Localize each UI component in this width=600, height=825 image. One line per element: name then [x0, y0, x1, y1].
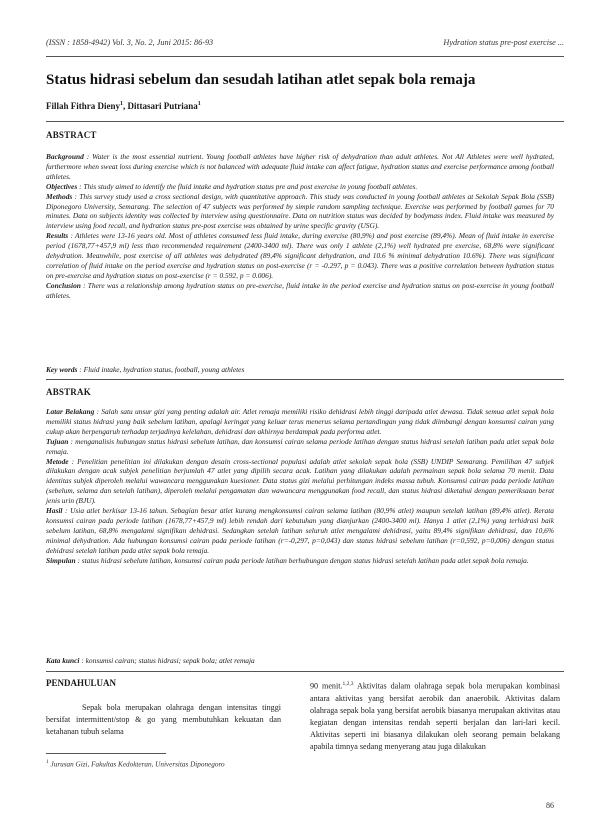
body-column-left	[46, 678, 281, 738]
tujuan-text: : menganalisis hubungan status hidrasi sebelum latihan, dan konsumsi cairan selama periode latihan dengan status hidrasi setelah latihan pada atlet sepak bola remaja.	[46, 436, 554, 456]
right-text: Aktivitas dalam olahraga sepak bola merupakan kombinasi antara aktivitas yang bersifat aerobik dan anaerobik. Aktivitas dalam olahraga sepak bola yang bersifat aerobik biasanya merupakan aktivitas atau kegiatan dengan intensitas rendah seperti berjalan dan lari-lari kecil. Aktivitas seperti ini biasanya dilakukan oleh seorang pemain belakang apabila timnya sedang menyerang atau juga dilakukan	[310, 681, 560, 752]
abstrak-simpulan	[46, 556, 554, 566]
results-text: : Athletes were 13-16 years old. Most of athletes consumed less fluid intake, during exercise (80,9%) and post exercise (89,4%). Mean of fluid intake in exercise period (1678,77+457,9 ml) less than recommended requirement (2400-3400 ml). There was only 1 athlete (2,1%) well hydrated pre exercise, 68,8% were significant dehydration. Meanwhile, post exercise of all athletes was dehydrated (89,4% significant dehydration, and 10.6 % minimal dehydration 10.6%). There was significant correlation of fluid intake on the period exercise and hydration status on post-exercise (r = -0.297, p = 0.043). There was a positive correlation between hydration status on pre-exercise and hydration status on post-exercise (r = 0.592, p = 0.006).	[46, 231, 554, 280]
results-label: Results	[46, 231, 69, 241]
latar-label: Latar Belakang	[46, 407, 95, 416]
objectives-label: Objectives	[46, 181, 78, 191]
objectives-text: : This study aimed to identify the fluid intake and hydration status pre and post exercise in young football athletes.	[79, 181, 418, 191]
keywords-text: : Fluid intake, hydration status, football, young athletes	[79, 365, 245, 374]
footnote-marker: 1	[46, 759, 49, 765]
background-text: : Water is the most essential nutrient. Young football athletes have higher risk of dehydration than adult athletes. Not All Athletes were well hydrated, furthermore when sweat loss during exercise which is not balanced with adequate fluid intake can affect fatigue, hydration status and exercise performance among football athletes.	[46, 152, 554, 181]
author-2: Dittasari Putriana	[127, 101, 198, 111]
hasil-label: Hasil	[46, 506, 63, 516]
simpulan-text: : status hidrasi sebelum latihan, konsumsi cairan pada periode latihan berhubungan dengan status hidrasi setelah latihan pada atlet sepak bola remaja.	[77, 555, 529, 565]
latar-text: : Salah satu unsur gizi yang penting adalah air. Atlet remaja memiliki risiko dehidrasi lebih tinggi daripada atlet dewasa. Tidak semua atlet sepak bola memiliki status hidrasi yang baik sebelum latihan, apalagi keringat yang keluar terus menerus selama pertandingan yang tidak diimbangi dengan konsumsi cairan yang cukup akan berpengaruh terhadap terjadinya kelelahan, dehidrasi dan akhirnya berdampak pada performa atlet.	[46, 407, 554, 436]
tujuan-label: Tujuan	[46, 436, 69, 446]
intro-paragraph-right	[310, 678, 560, 753]
background-label: Background	[46, 152, 84, 161]
abstrak-top-rule	[46, 379, 564, 380]
abstract-indonesian	[46, 407, 554, 566]
section-heading-pendahuluan: PENDAHULUAN	[46, 678, 117, 688]
metode-text: : Penelitian penelitian ini dilakukan dengan desain cross-sectional populasi adalah atlet sekolah sepak bola (SSB) UNDIP Semarang. Pemilihan 47 subjek dilakukan dengan acak subjek penelitian berjumlah 47 atlet yang dipilih secara acak. Latihan yang dilakukan adalah permainan sepak bola selama 70 menit. Data identitas subjek diperoleh melalui wawancara menggunakan kuesioner. Data status gizi melalui perhitungan indeks massa tubuh. Konsumsi cairan pada periode latihan (sebelum, selama dan setelah latihan), diperoleh melalui pengamatan dan wawancara menggunakan food recall, dan status hidrasi diketahui dengan pemeriksaan berat jenis urin (BJU).	[46, 456, 554, 506]
footnote-rule	[46, 753, 166, 754]
methods-label: Methods	[46, 191, 73, 201]
abstract-objectives	[46, 182, 554, 192]
katakunci-text: : konsumsi cairan; status hidrasi; sepak bola; atlet remaja	[81, 656, 255, 665]
citation-ref: 1,2,3	[342, 681, 354, 687]
abstrak-tujuan	[46, 437, 554, 457]
affiliation-footnote	[46, 757, 281, 769]
body-top-rule	[46, 671, 564, 672]
simpulan-label: Simpulan	[46, 555, 76, 565]
author-line	[46, 101, 201, 111]
author-2-affiliation: 1	[197, 101, 201, 107]
keywords-indonesian	[46, 656, 554, 665]
katakunci-label: Kata kunci	[46, 656, 80, 665]
abstrak-latar	[46, 407, 554, 437]
intro-paragraph-left: Sepak bola merupakan olahraga dengan intensitas tinggi bersifat intermittent/stop & go yang membutuhkan kekuatan dan ketahanan tubuh selama	[46, 703, 281, 737]
body-column-right	[310, 678, 560, 753]
abstract-english	[46, 152, 554, 301]
article-title: Status hidrasi sebelum dan sesudah latihan atlet sepak bola remaja	[46, 72, 476, 88]
header-rule	[46, 56, 564, 57]
methods-text: : This survey study used a cross sectional design, with quantitative approach. This study was conducted in young football athletes at Sekolah Sepak Bola (SSB) Diponegoro University, Semarang. The selection of 47 subjects was performed by simple random sampling technique. Exercise was performed by football games for 70 minutes. Data on subjects identity was collected by interview using questionnaire. Data on nutrition status was decided by bodymass index. Fluid intake was measured by interview using food recall, and hydration status pre-post exercise was obtained by urine specific gravity (USG).	[46, 191, 554, 231]
abstract-background	[46, 152, 554, 182]
abstrak-hasil	[46, 506, 554, 556]
hasil-text: : Usia atlet berkisar 13-16 tahun. Sebagian besar atlet kurang mengkonsumsi cairan selama latihan (80,9% atlet) maupun setelah latihan (89,4% atlet). Rerata konsumsi cairan pada periode latihan (1678,77+457,9 ml) lebih rendah dari kebutuhan yang dianjurkan (2400-3400 ml). Hanya 1 atlet (2,1%) yang terhidrasi baik sebelum latihan, 68,8% mengalami signifikan dehidrasi. Sedangkan setelah latihan seluruh atlet mengalami dehidrasi, yaitu 89,4% signifikan dehidrasi, dan 10,6% minimal dehydration. Ada hubungan konsumsi cairan pada periode latihan (r=-0,297, p=0,043) dan status hidrasi sebelum latihan (r=0,592, p=0,006) dengan status dehidrasi setelah latihan pada atlet sepak bola remaja.	[46, 506, 554, 555]
metode-label: Metode	[46, 456, 69, 466]
footnote-text: Jurusan Gizi, Fakultas Kedokteran, Universitas Diponegoro	[50, 760, 225, 769]
running-title: Hydration status pre-post exercise ...	[443, 38, 564, 47]
conclusion-text: : There was a relationship among hydration status on pre-exercise, fluid intake in the period exercise and hydration status on post-exercise in young football athletes.	[46, 280, 554, 300]
keywords-english	[46, 365, 554, 374]
abstract-results	[46, 231, 554, 281]
abstract-methods	[46, 192, 554, 232]
author-separator: ,	[123, 101, 128, 111]
abstrak-heading: ABSTRAK	[46, 387, 91, 397]
abstract-heading: ABSTRACT	[46, 130, 97, 140]
journal-citation: (ISSN : 1858-4942) Vol. 3, No. 2, Juni 2015: 86-93	[46, 38, 214, 47]
abstract-conclusion	[46, 281, 554, 301]
conclusion-label: Conclusion	[46, 280, 81, 290]
author-1-affiliation: 1	[120, 101, 123, 107]
running-header	[46, 38, 564, 52]
keywords-label: Key words	[46, 365, 78, 374]
abstract-top-rule	[46, 121, 564, 122]
right-start: 90 menit.	[310, 681, 343, 691]
author-1: Fillah Fithra Dieny	[46, 101, 120, 111]
page-number: 86	[546, 801, 554, 810]
abstrak-metode	[46, 457, 554, 507]
